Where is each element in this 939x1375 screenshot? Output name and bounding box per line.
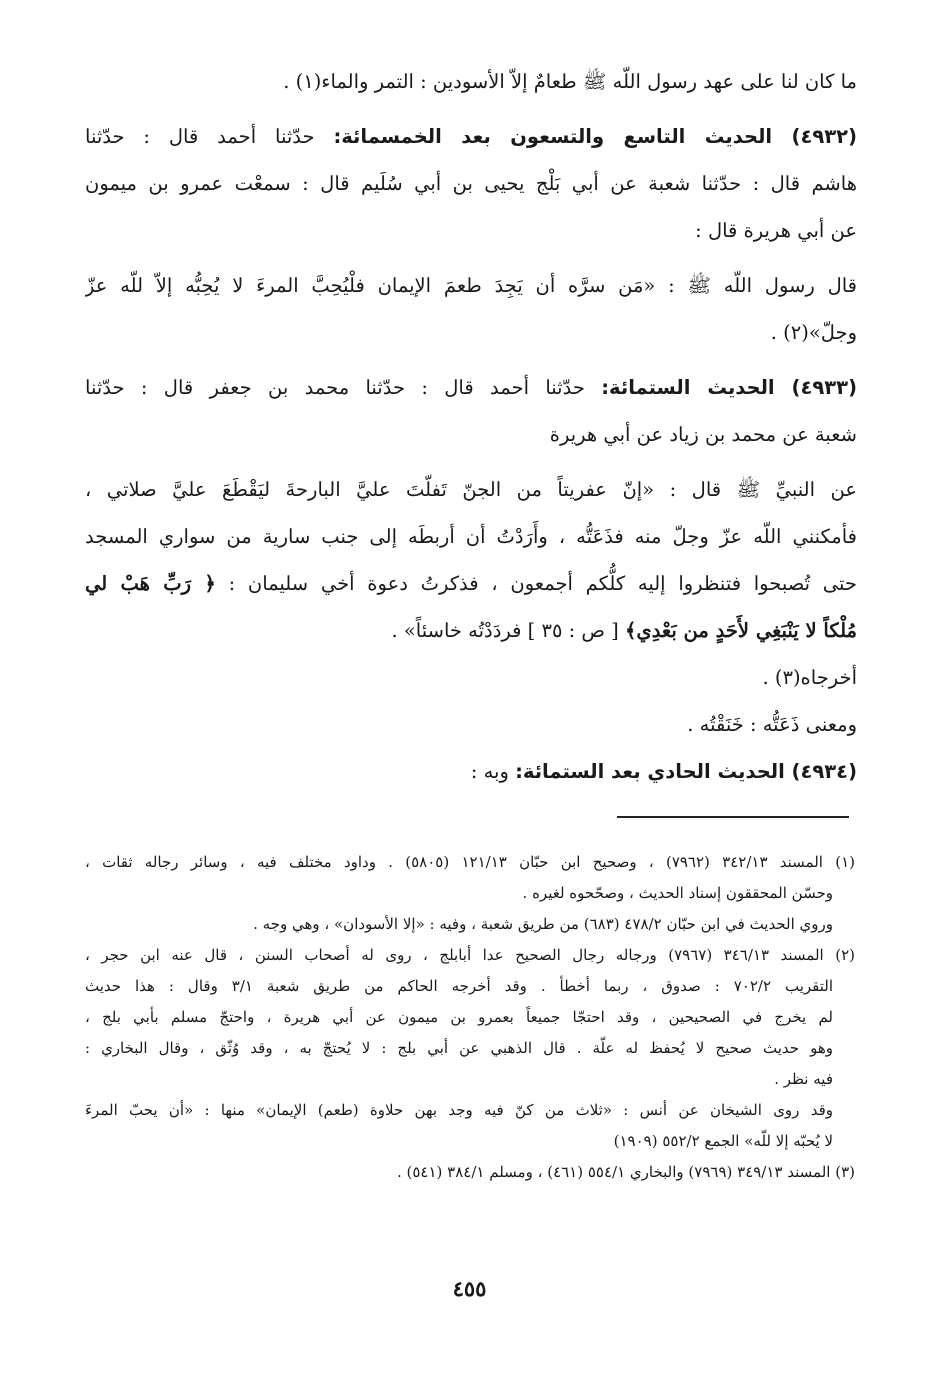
text-line — [85, 364, 857, 411]
hadith-heading: (٤٩٣٤) الحديث الحادي بعد الستمائة: — [515, 760, 857, 783]
main-text — [85, 58, 857, 795]
hadith-4932 — [85, 113, 857, 356]
footnote-separator — [617, 816, 849, 818]
text-line: ما كان لنا على عهد رسول اللّه ﷺ طعامٌ إلاّ الأسودين : التمر والماء(١) . — [283, 70, 857, 93]
hadith-4934 — [85, 748, 857, 795]
footnotes — [85, 847, 855, 1188]
footnote-line: وهو حديث صحيح لا يُحفظ له علّة . قال الذهبي عن أبي بلج : لا يُحتجّ به ، وقد وُثّق ، وقال البخاري : — [85, 1039, 833, 1057]
text-line — [85, 748, 857, 795]
text-span: حدّثنا أحمد قال : حدّثنا محمد بن جعفر قال : حدّثنا — [85, 376, 585, 399]
footnote-line: (١) المسند ٣٤٢/١٣ (٧٩٦٢) ، وصحيح ابن حبّان ١٢١/١٣ (٥٨٠٥) . وداود مختلف فيه ، وسائر رجاله ثقات ، — [85, 853, 855, 871]
footnote-line: وروي الحديث في ابن حبّان ٤٧٨/٢ (٦٨٣) من طريق شعبة ، وفيه : «إلا الأسودان» ، وهي وجه . — [253, 915, 833, 933]
hadith-4933 — [85, 364, 857, 748]
footnote-line: (٣) المسند ٣٤٩/١٣ (٧٩٦٩) والبخاري ٥٥٤/١ (٤٦١) ، ومسلم ٣٨٤/١ (٥٤١) . — [396, 1163, 855, 1181]
text-line — [85, 607, 857, 654]
text-line: عن أبي هريرة قال : — [695, 219, 857, 242]
hadith-heading: (٤٩٣٣) الحديث الستمائة: — [601, 376, 857, 399]
quran-verse: مُلْكاً لا يَنْبَغِي لأَحَدٍ من بَعْدِي﴾ — [625, 619, 857, 642]
hadith-heading: (٤٩٣٢) الحديث التاسع والتسعون بعد الخمسمائة: — [333, 125, 857, 148]
text-line: ومعنى ذَعَتُّه : خَنَقْتُه . — [687, 713, 857, 736]
text-span: حدّثنا أحمد قال : حدّثنا — [85, 125, 315, 148]
footnote-line: فيه نظر . — [774, 1070, 833, 1088]
text-line: هاشم قال : حدّثنا شعبة عن أبي بَلْج يحيى بن أبي سُلَيم قال : سمعْت عمرو بن ميمون — [85, 172, 857, 195]
page-number: ٤٥٥ — [452, 1276, 487, 1301]
text-span: [ ص : ٣٥ ] فردَدْتُه خاسئاً» . — [391, 619, 619, 642]
text-line: عن النبيِّ ﷺ قال : «إنّ عفريتاً من الجنّ تَفلّتَ عليَّ البارحةَ ليَقْطَعَ عليَّ صلاتي ، — [85, 478, 857, 501]
footnote-line: لا يُحبّه إلا للّه» الجمع ٥٥٢/٢ (١٩٠٩) — [613, 1132, 833, 1150]
text-span: حتى تُصبحوا فتنظروا إليه كلُّكم أجمعون ، فذكرتُ دعوة أخي سليمان : — [228, 572, 857, 595]
footnote-line: وحسّن المحققون إسناد الحديث ، وصحّحوه لغيره . — [522, 884, 833, 902]
text-line: وجلّ»(٢) . — [770, 321, 857, 344]
text-line: قال رسول اللّه ﷺ : «مَن سرَّه أن يَجِدَ طعمَ الإيمان فلْيُحِبَّ المرءَ لا يُحِبُّه إلاّ للّه عزّ — [85, 274, 857, 297]
quran-verse: ﴿ رَبِّ هَبْ لي — [85, 572, 216, 595]
text-span: وبه : — [470, 760, 509, 783]
text-line — [85, 113, 857, 160]
text-line: شعبة عن محمد بن زياد عن أبي هريرة — [549, 423, 857, 446]
footnote-line: (٢) المسند ٣٤٦/١٣ (٧٩٦٧) ورجاله رجال الصحيح عدا أبابلج ، روى له أصحاب السنن ، قال عنه ابن حجر ، — [85, 946, 855, 964]
text-line: فأمكنني اللّه عزّ وجلّ منه فذَعَتُّه ، وأَرَدْتُ أن أربطَه إلى جنب سارية من سواري المسجد — [85, 525, 857, 548]
footnote-line: لم يخرج في الصحيحين ، وقد احتجّا جميعاً بعمرو بن ميمون عن أبي هريرة ، واحتجّ مسلم بأبي بلج ، — [85, 1008, 833, 1026]
text-line — [85, 560, 857, 607]
footnote-line: وقد روى الشيخان عن أنس : «ثلاث من كنّ فيه وجد بهن حلاوة (طعم) الإيمان» منها : «أن يحبّ المرءَ — [85, 1101, 833, 1119]
text-line: أخرجاه(٣) . — [762, 666, 857, 689]
footnote-line: التقريب ٧٠٢/٢ : صدوق ، ربما أخطأ . وقد أخرجه الحاكم من طريق شعبة ٣/١ وقال : هذا حديث — [85, 977, 833, 995]
